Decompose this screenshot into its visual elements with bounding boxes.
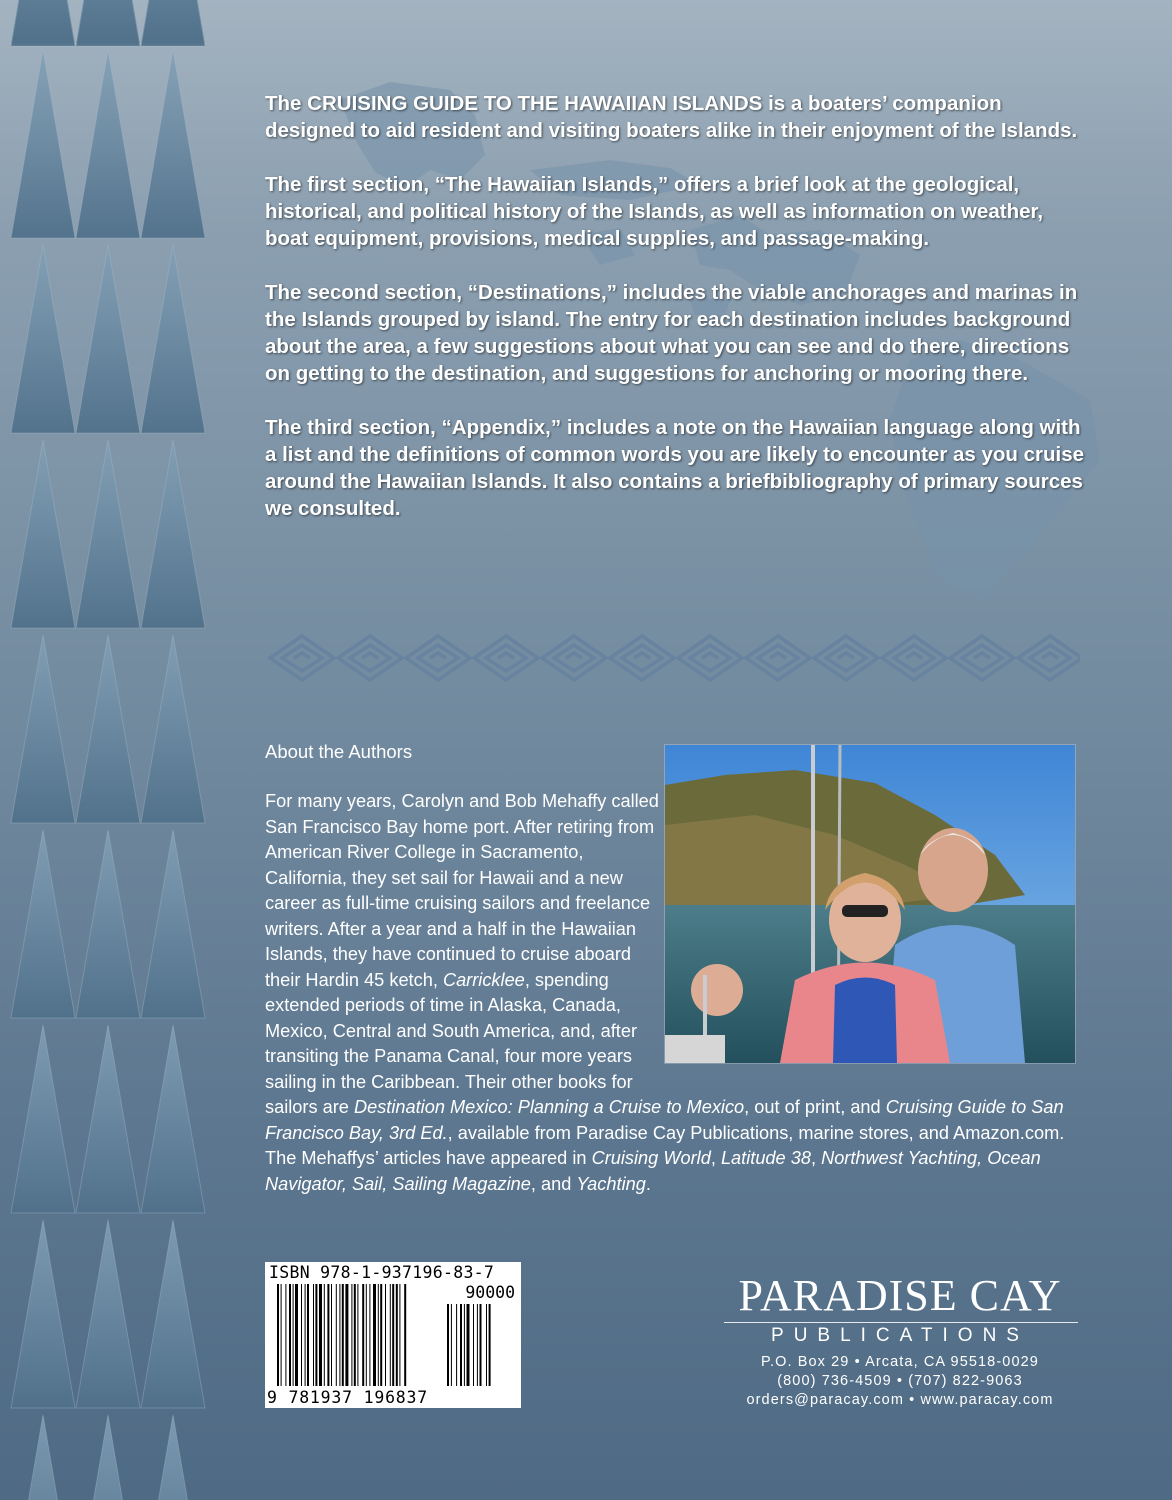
barcode-bar — [327, 1284, 329, 1386]
triangle-motif — [11, 245, 75, 433]
barcode-bar — [390, 1284, 391, 1386]
barcode-bar — [385, 1284, 386, 1386]
magazine-2: Latitude 38 — [720, 1148, 811, 1168]
triangle-motif — [76, 50, 140, 238]
barcode-bar — [342, 1284, 344, 1386]
triangle-motif — [11, 440, 75, 628]
barcode-bar — [486, 1304, 487, 1386]
triangle-pattern — [0, 0, 215, 1500]
photo-text-wrap — [665, 789, 1085, 1072]
wave-motif — [338, 636, 402, 680]
book-title-2: Cruising Guide to San Francisco Bay, 3rd Ed. — [265, 1097, 1064, 1143]
publisher-subtitle: PUBLICATIONS — [771, 1325, 1029, 1346]
wave-motif — [406, 636, 470, 680]
barcode-bar — [281, 1284, 282, 1386]
barcode-bar — [313, 1284, 314, 1386]
wave-motif — [1018, 636, 1080, 680]
wave-motif — [746, 636, 810, 680]
triangle-motif — [141, 0, 205, 46]
triangle-motif — [76, 245, 140, 433]
magazine-4: Yachting — [576, 1173, 646, 1194]
barcode-bar — [351, 1284, 352, 1386]
triangle-motif — [11, 1025, 75, 1213]
wave-motif — [270, 636, 334, 680]
wave-motif — [678, 636, 742, 680]
book-title-1: Destination Mexico: Planning a Cruise to Mexico — [353, 1097, 745, 1117]
barcode-bar — [399, 1284, 400, 1386]
publisher-phones: (800) 736-4509 • (707) 822-9063 — [777, 1373, 1023, 1389]
barcode-bar — [456, 1304, 457, 1386]
triangle-motif — [141, 440, 205, 628]
triangle-motif — [141, 1220, 205, 1408]
description-paragraph-section-3: The third section, “Appendix,” includes a note on the Hawaiian language along with a list and the definitions of common words you are likely to encounter as you cruise around the Hawaiian Islands. It also contains a briefbibliography of primary sources we consulted. — [265, 416, 1085, 520]
barcode-bar — [285, 1284, 286, 1386]
triangle-motif — [76, 830, 140, 1018]
wave-motif — [814, 636, 878, 680]
authors-bio — [265, 789, 1085, 1197]
triangle-motif — [76, 0, 140, 46]
barcode-bar — [319, 1284, 322, 1386]
decorative-wave-band — [268, 628, 1080, 688]
triangle-motif — [76, 635, 140, 823]
wave-motif — [882, 636, 946, 680]
triangle-motif — [76, 1415, 140, 1500]
barcode-bar — [404, 1284, 406, 1386]
triangle-motif — [76, 440, 140, 628]
barcode-bar — [477, 1304, 478, 1386]
barcode-digits: 9 781937 196837 — [267, 1388, 429, 1407]
barcode-bar — [336, 1284, 337, 1386]
wave-motif — [542, 636, 606, 680]
wave-motif — [610, 636, 674, 680]
price-code: 90000 — [465, 1283, 515, 1302]
barcode-bar — [345, 1284, 348, 1386]
isbn-number: ISBN 978-1-937196-83-7 — [269, 1263, 495, 1282]
wave-motif — [474, 636, 538, 680]
book-title: CRUISING GUIDE TO THE HAWAIIAN ISLANDS — [307, 92, 763, 115]
triangle-motif — [141, 1415, 205, 1500]
description-paragraph-intro: The CRUISING GUIDE TO THE HAWAIIAN ISLANDS is a boaters’ companion designed to aid resident and visiting boaters alike in their enjoyment of the Islands. — [265, 92, 1078, 142]
barcode-bar — [473, 1304, 474, 1386]
barcode-bar — [489, 1304, 491, 1386]
authors-bio-text: For many years, Carolyn and Bob Mehaffy called San Francisco Bay home port. After retiring from American River College in Sacramento, California, they set sail for Hawaii and a new career as full-time cruising sailors and freelance writers. After a year and a half in the Hawaiian Islands, they have continued to cruise aboard their Hardin 45 ketch, Carricklee, spending extended periods of time in Alaska, Canada, Mexico, Central and South America, and, after transiting the Panama Canal, four more years sailing in the Caribbean. Their other books for sailors are Destination Mexico: Planning a Cruise to Mexico, out of print, and Cruising Guide to San Francisco Bay, 3rd Ed., available from Paradise Cay Publications, marine stores, and Amazon.com. The Mehaffys’ articles have appeared in Cruising World, Latitude 38, Northwest Yachting, Ocean Navigator, Sail, Sailing Magazine, and Yachting. — [265, 791, 1065, 1194]
publisher-web: orders@paracay.com • www.paracay.com — [746, 1392, 1054, 1408]
barcode-bar — [396, 1284, 398, 1386]
boat-name: Carricklee — [442, 969, 525, 990]
barcode-bar — [480, 1304, 482, 1386]
barcode-bar — [289, 1284, 291, 1386]
isbn-barcode — [265, 1262, 521, 1408]
magazine-3: Northwest Yachting, Ocean Navigator, Sail, Sailing Magazine — [265, 1148, 1041, 1194]
triangle-motif — [11, 635, 75, 823]
triangle-motif — [11, 1415, 75, 1500]
barcode-bar — [295, 1284, 298, 1386]
description-paragraph-section-2: The second section, “Destinations,” includes the viable anchorages and marinas in the Islands grouped by island. The entry for each destination includes background about the area, a few suggestions about what you can see and do there, directions on getting to the destination, and suggestions for anchoring or mooring there. — [265, 281, 1078, 385]
barcode-bar — [467, 1304, 470, 1386]
triangle-motif — [11, 50, 75, 238]
triangle-motif — [141, 50, 205, 238]
triangle-motif — [141, 830, 205, 1018]
triangle-motif — [141, 635, 205, 823]
magazine-1: Cruising World — [591, 1148, 711, 1168]
triangle-motif — [141, 245, 205, 433]
barcode-bar — [373, 1284, 376, 1386]
barcode-bar — [301, 1284, 302, 1386]
barcode-bar — [460, 1304, 462, 1386]
triangle-motif — [76, 1025, 140, 1213]
barcode-bar — [366, 1284, 367, 1386]
barcode-bar — [315, 1284, 317, 1386]
barcode-bar — [354, 1284, 356, 1386]
barcode-bar — [293, 1284, 294, 1386]
barcode-bar — [305, 1284, 306, 1386]
description-paragraph-section-1: The first section, “The Hawaiian Islands,” offers a brief look at the geological, historical, and political history of the Islands, as well as information on weather, boat equipment, provisions, medical supplies, and passage-making. — [265, 173, 1044, 250]
barcode-bar — [331, 1284, 332, 1386]
triangle-motif — [141, 1025, 205, 1213]
barcode-bar — [307, 1284, 309, 1386]
barcode-bar — [362, 1284, 364, 1386]
description — [265, 90, 1085, 549]
about-authors-heading: About the Authors — [265, 741, 413, 762]
triangle-motif — [11, 0, 75, 46]
barcode-bar — [447, 1304, 449, 1386]
barcode-bar — [277, 1284, 279, 1386]
triangle-motif — [11, 830, 75, 1018]
publisher-divider — [724, 1322, 1078, 1323]
barcode-bar — [378, 1284, 379, 1386]
barcode-bar — [324, 1284, 325, 1386]
triangle-motif — [11, 1220, 75, 1408]
barcode-bar — [392, 1284, 394, 1386]
publisher-contact — [722, 1353, 1078, 1410]
triangle-motif — [76, 1220, 140, 1408]
barcode-bar — [339, 1284, 340, 1386]
barcode-bar — [369, 1284, 370, 1386]
wave-motif — [950, 636, 1014, 680]
publisher-address: P.O. Box 29 • Arcata, CA 95518-0029 — [761, 1354, 1039, 1370]
publisher-name: PARADISE CAY — [738, 1271, 1062, 1320]
barcode-bar — [357, 1284, 358, 1386]
barcode-bar — [451, 1304, 452, 1386]
barcode-bar — [464, 1304, 465, 1386]
barcode-bar — [380, 1284, 382, 1386]
